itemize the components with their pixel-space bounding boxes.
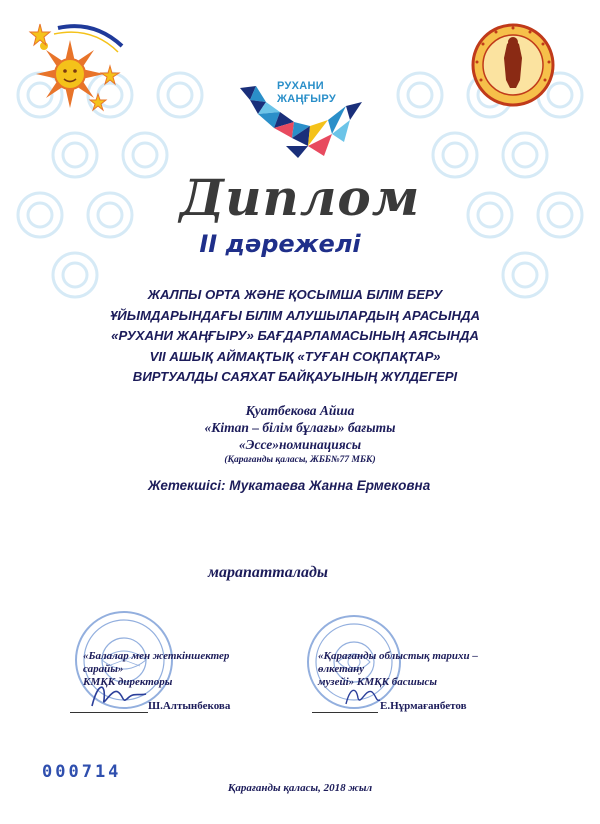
left-signature-line	[70, 712, 148, 713]
right-signature-line	[312, 712, 378, 713]
award-line: «РУХАНИ ЖАҢҒЫРУ» БАҒДАРЛАМАСЫНЫҢ АЯСЫНДА	[111, 328, 479, 343]
brand-line-2: ЖАҢҒЫРУ	[277, 93, 336, 105]
brand-title	[277, 80, 387, 106]
left-signer-org: «Балалар мен жеткіншектер сарайы»	[83, 650, 230, 675]
right-handwritten-signature	[342, 680, 382, 710]
recipient-nomination: «Эссе»номинациясы	[238, 437, 362, 452]
supervisor-line: Жетекшісі: Мукатаева Жанна Ермековна	[148, 478, 431, 493]
award-description	[60, 285, 530, 388]
recipient-direction: «Кітап – білім бұлағы» бағыты	[204, 420, 396, 435]
right-signer-org: «Қарағанды облыстық тарихи – өлкетану	[318, 650, 478, 675]
award-line: ВИРТУАЛДЫ САЯХАТ БАЙҚАУЫНЫҢ ЖҮЛДЕГЕРІ	[132, 369, 458, 384]
serial-number: 000714	[42, 762, 122, 782]
left-signer-name: Ш.Алтынбекова	[148, 700, 231, 712]
award-line: ҰЙЫМДАРЫНДАҒЫ БІЛІМ АЛУШЫЛАРДЫҢ АРАСЫНДА	[109, 307, 481, 323]
footer-place-date: Қарағанды қаласы, 2018 жыл	[227, 782, 373, 794]
museum-emblem-icon	[470, 22, 556, 108]
recipient-school: (Қарағанды қаласы, ЖББ№77 МБК)	[224, 455, 376, 465]
left-handwritten-signature	[88, 678, 148, 712]
brand-line-1: РУХАНИ	[277, 80, 324, 92]
award-line: ЖАЛПЫ ОРТА ЖӘНЕ ҚОСЫМША БІЛІМ БЕРУ	[147, 287, 443, 302]
diploma-degree: II дәрежелі	[199, 230, 361, 258]
recipient-block	[140, 402, 460, 467]
award-line: VII АШЫҚ АЙМАҚТЫҚ «ТУҒАН СОҚПАҚТАР»	[149, 348, 441, 364]
recipient-name: Қуатбекова Айша	[245, 403, 355, 418]
diploma-title: Диплом	[179, 168, 421, 227]
left-signer-position: КМҚК директоры	[83, 676, 173, 688]
right-signer-position: музейі» КМҚК басшысы	[318, 676, 437, 688]
sun-stars-emblem-icon	[14, 16, 132, 118]
right-signer-name: Е.Нұрмағанбетов	[380, 700, 467, 712]
awarded-text: марапатталады	[208, 564, 328, 581]
